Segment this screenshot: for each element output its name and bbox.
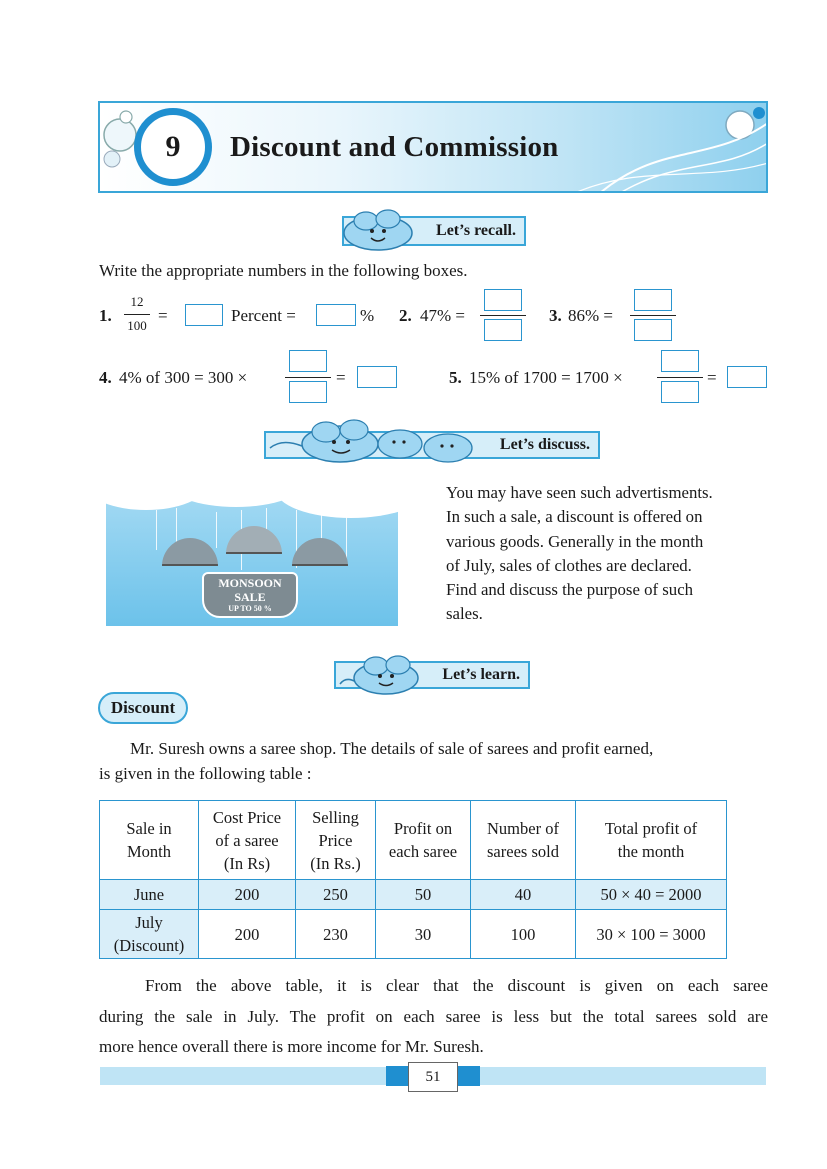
q4-numerator-box[interactable] [289, 350, 327, 372]
header-text: Sale in [126, 819, 172, 838]
q1-percent-sign: % [360, 306, 375, 325]
q2-number: 2. [399, 306, 412, 325]
q2-denominator-box[interactable] [484, 319, 522, 341]
conclusion-line: more hence overall there is more income for Mr. Suresh. [99, 1037, 484, 1056]
q5-numerator-box[interactable] [661, 350, 699, 372]
q4-equals: = [336, 368, 346, 387]
ad-line-2: SALE [234, 590, 266, 604]
cell-cost: 200 [199, 880, 296, 910]
header-text: Number of [487, 819, 559, 838]
lets-recall-label: Let’s recall. [436, 222, 516, 239]
header-text: (In Rs.) [310, 853, 361, 873]
table-row [100, 910, 727, 959]
chapter-number-badge [134, 108, 212, 186]
table-header-row [100, 801, 727, 880]
q3-numerator-box[interactable] [634, 289, 672, 311]
chapter-number: 9 [165, 130, 181, 163]
discuss-line: In such a sale, a discount is offered on [446, 507, 703, 527]
discuss-paragraph [446, 481, 768, 627]
q3-denominator-box[interactable] [634, 319, 672, 341]
discuss-line: Find and discuss the purpose of such [446, 580, 694, 600]
header-text: Selling [312, 807, 359, 827]
saree-sales-table [99, 800, 727, 959]
header-text: sarees sold [487, 842, 559, 861]
header-text: of a saree [215, 830, 279, 850]
header-text: Cost Price [212, 807, 282, 827]
header-text: the month [617, 842, 685, 861]
table-row [100, 880, 727, 910]
q1-fraction-bar [124, 314, 150, 315]
clouds-group-icon [262, 418, 482, 468]
sale-badge [202, 572, 298, 618]
header-text: each saree [388, 842, 458, 861]
cell-profit: 30 [376, 910, 471, 959]
q5-equals: = [707, 368, 717, 387]
q1-numerator: 12 [130, 294, 144, 309]
cell-selling: 230 [296, 910, 376, 959]
q5-number: 5. [449, 368, 462, 387]
intro-line-1: Mr. Suresh owns a saree shop. The details of sale of sarees and profit earned, [130, 739, 654, 758]
cell-cost: 200 [199, 910, 296, 959]
q5-fraction-bar [657, 377, 703, 378]
header-text: (In Rs) [223, 853, 271, 873]
q2-numerator-box[interactable] [484, 289, 522, 311]
header-profit-each [376, 801, 471, 880]
cloud-face-icon [338, 207, 418, 255]
intro-line-2: is given in the following table : [99, 764, 312, 783]
discuss-line: You may have seen such advertisments. [446, 483, 713, 502]
monsoon-sale-advertisement [106, 480, 398, 626]
month-text: July [135, 913, 163, 932]
q5-answer-box[interactable] [727, 366, 767, 388]
recall-instruction: Write the appropriate numbers in the following boxes. [99, 261, 468, 280]
conclusion-line: From the above table, it is clear that the discount is given on each saree [145, 976, 768, 995]
cell-total: 30 × 100 = 3000 [576, 910, 727, 959]
cell-month [100, 910, 199, 959]
q1-number: 1. [99, 306, 112, 325]
cell-profit: 50 [376, 880, 471, 910]
discount-heading [98, 692, 188, 724]
q3-expression: 86% = [568, 306, 613, 325]
q4-expression: 4% of 300 = 300 × [119, 368, 248, 387]
chapter-title: Discount and Commission [230, 131, 559, 163]
page-number [408, 1062, 458, 1092]
q3-number: 3. [549, 306, 562, 325]
q4-denominator-box[interactable] [289, 381, 327, 403]
q3-fraction-bar [630, 315, 676, 316]
header-text: Profit on [393, 819, 453, 838]
page-number-text: 51 [425, 1068, 441, 1085]
cell-sold: 40 [471, 880, 576, 910]
discuss-line: of July, sales of clothes are declared. [446, 555, 692, 575]
cell-sold: 100 [471, 910, 576, 959]
header-text: Month [126, 842, 171, 861]
q1-answer-box[interactable] [185, 304, 223, 326]
q1-percent-box[interactable] [316, 304, 356, 326]
lets-discuss-label: Let’s discuss. [499, 436, 590, 453]
q2-fraction-bar [480, 315, 526, 316]
discuss-line: sales. [446, 604, 483, 624]
q5-denominator-box[interactable] [661, 381, 699, 403]
header-text: Price [318, 830, 353, 850]
lets-learn-label: Let’s learn. [442, 666, 520, 683]
discount-heading-label: Discount [110, 698, 176, 717]
q4-number: 4. [99, 368, 112, 387]
header-number-sold [471, 801, 576, 880]
header-cost-price [199, 801, 296, 880]
conclusion-line: during the sale in July. The profit on each saree is less but the total sarees sold are [99, 1006, 768, 1026]
header-sale-month [100, 801, 199, 880]
q4-answer-box[interactable] [357, 366, 397, 388]
q1-percent-label: Percent = [231, 306, 296, 325]
cell-selling: 250 [296, 880, 376, 910]
ad-line-3: UP TO 50 % [228, 604, 272, 613]
conclusion-paragraph [99, 971, 768, 1063]
header-total-profit [576, 801, 727, 880]
q5-expression: 15% of 1700 = 1700 × [469, 368, 623, 387]
q4-fraction-bar [285, 377, 331, 378]
month-text: (Discount) [113, 936, 185, 955]
header-text: Total profit of [604, 819, 698, 838]
cloud-face-icon [334, 652, 434, 698]
discuss-line: various goods. Generally in the month [446, 531, 704, 551]
q1-denominator: 100 [127, 318, 147, 333]
cell-month: June [100, 880, 199, 910]
q1-equals: = [158, 306, 168, 325]
header-selling-price [296, 801, 376, 880]
ad-line-1: MONSOON [218, 576, 282, 590]
cell-total: 50 × 40 = 2000 [576, 880, 727, 910]
q2-expression: 47% = [420, 306, 465, 325]
